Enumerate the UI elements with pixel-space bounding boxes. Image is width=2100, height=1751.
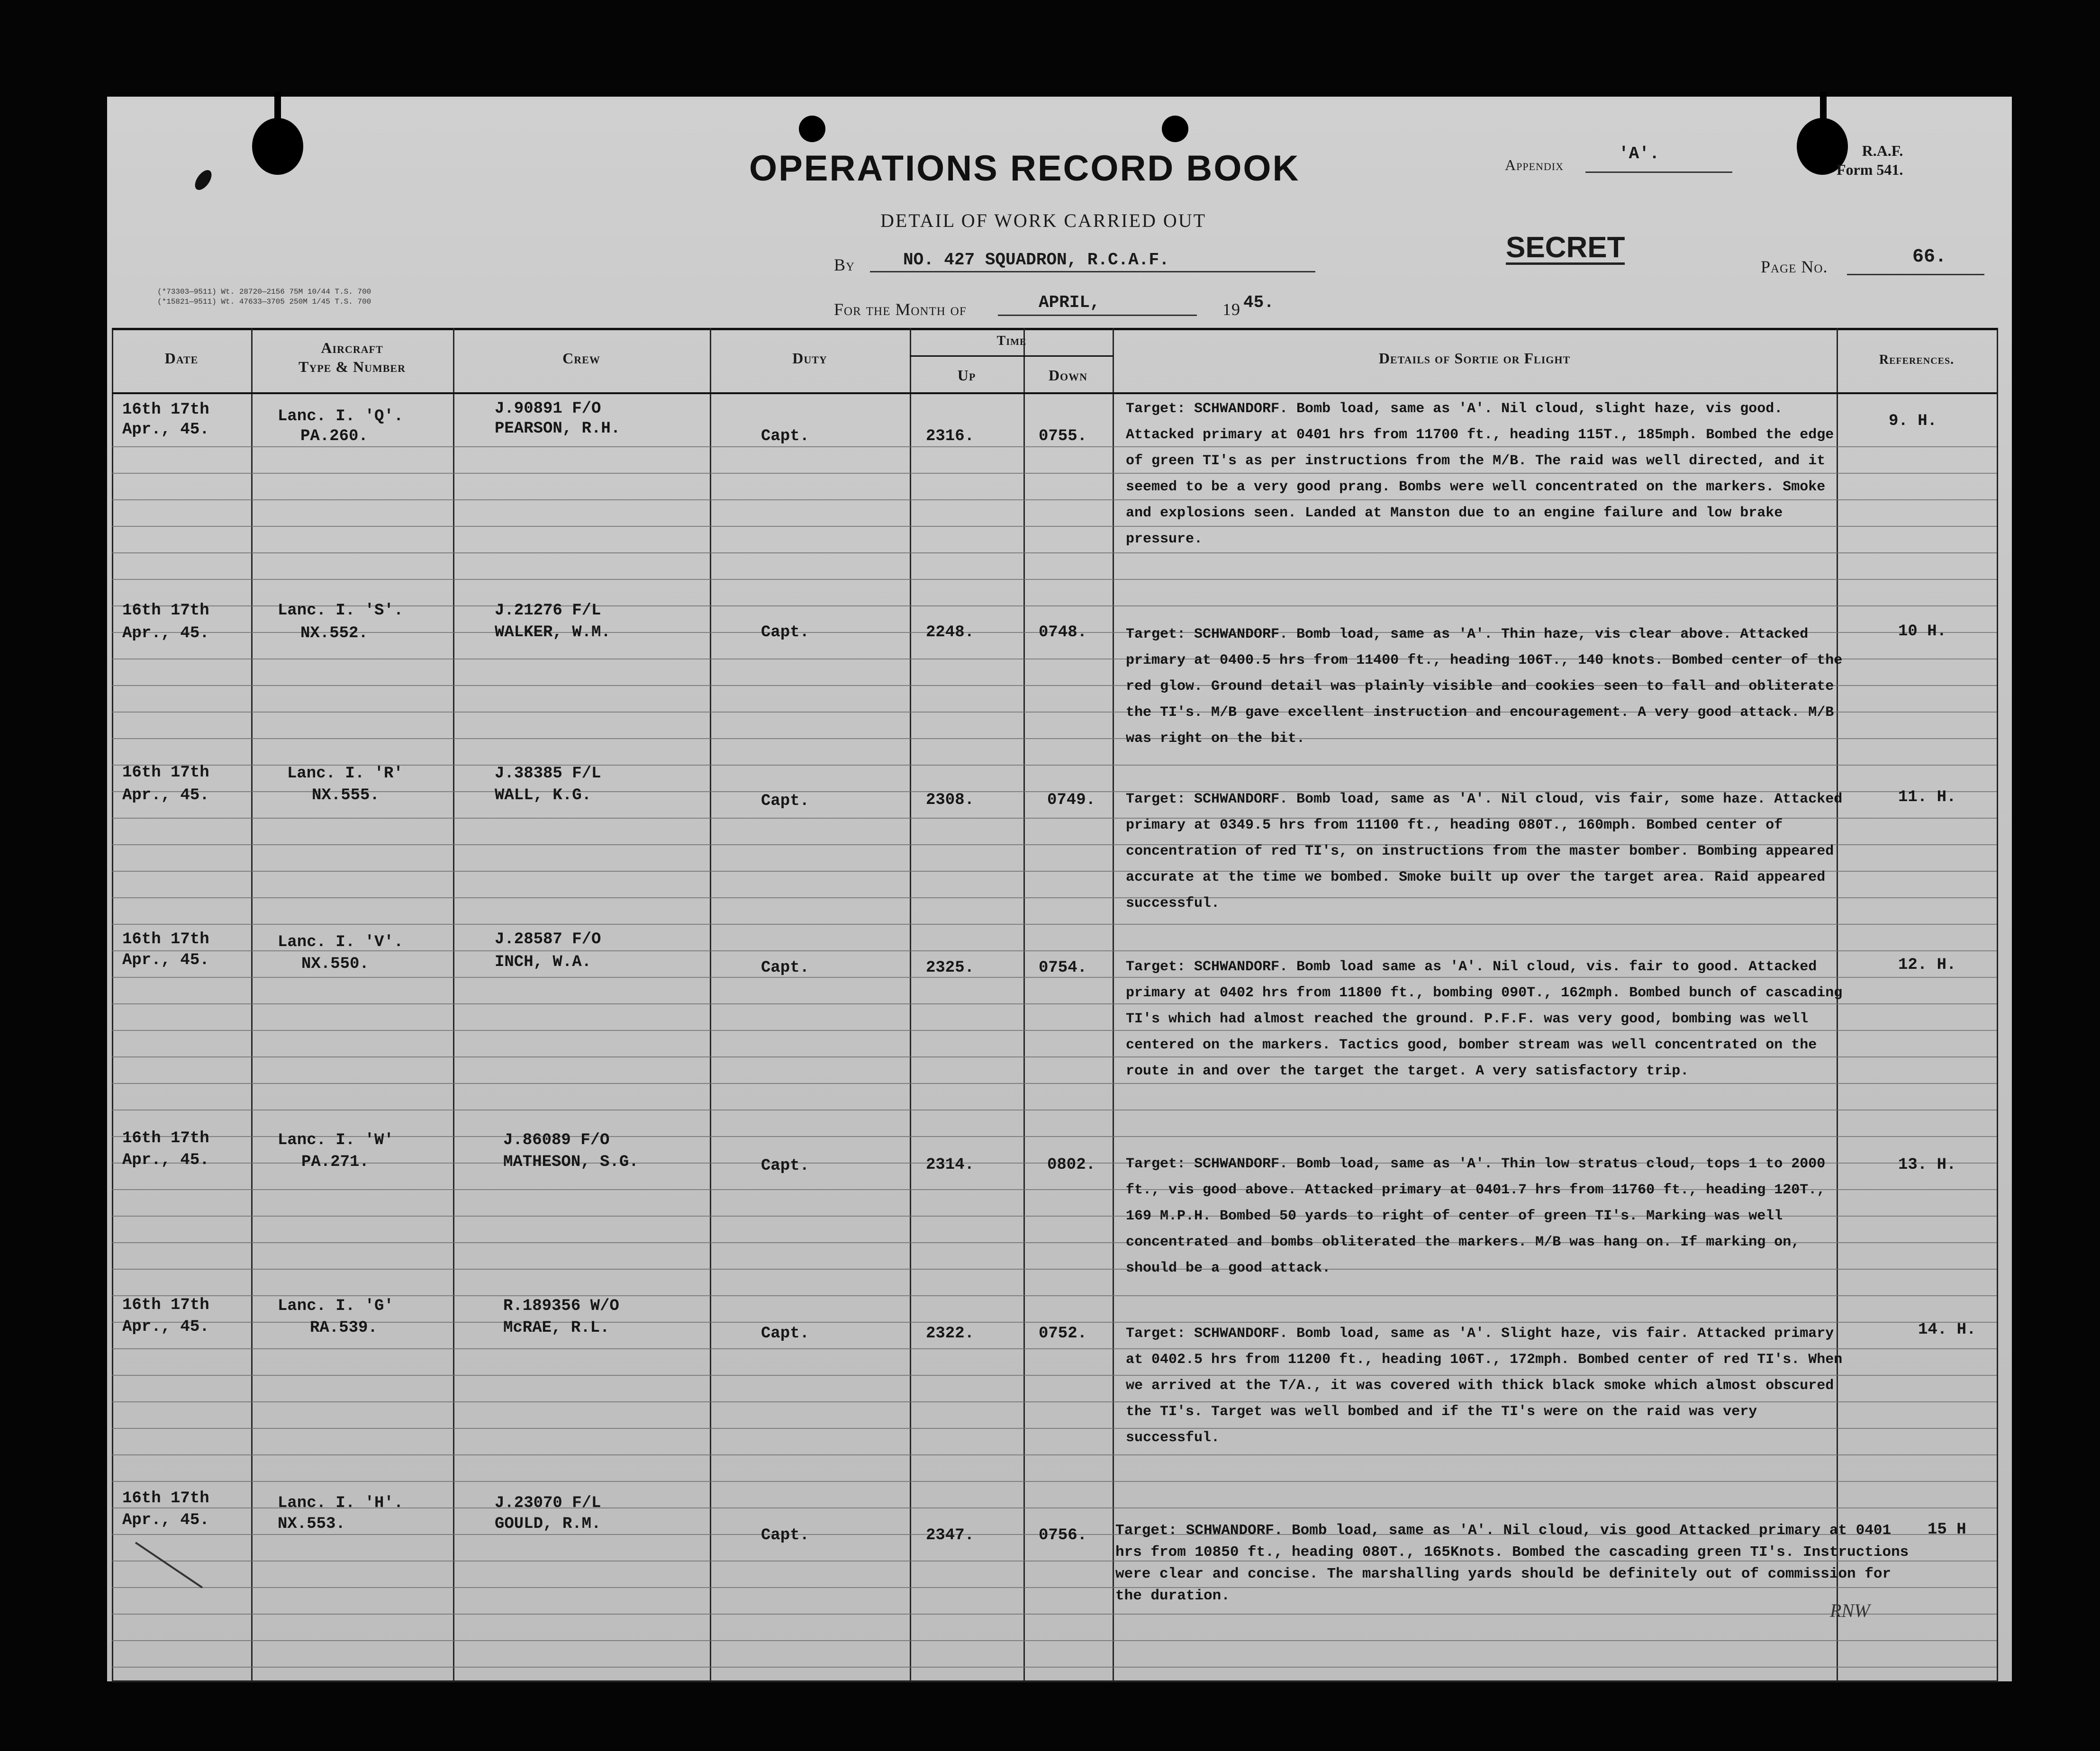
entry-date-line2: Apr., 45. <box>122 1318 209 1336</box>
ruled-line <box>112 1614 1997 1615</box>
squadron-underline <box>870 271 1315 272</box>
form-reference <box>1837 141 1903 179</box>
ruled-line <box>112 1481 1997 1482</box>
entry-time-down: 0754. <box>1039 959 1087 977</box>
entry-crew-name: McRAE, R.L. <box>503 1319 610 1337</box>
entry-aircraft-number: NX.555. <box>312 786 380 804</box>
squadron-value: NO. 427 SQUADRON, R.C.A.F. <box>903 250 1169 270</box>
col-header-references: References. <box>1879 352 1955 367</box>
appendix-underline <box>1585 171 1732 173</box>
ruled-line <box>112 1295 1997 1296</box>
print-code-line2: (*15821—9511) Wt. 47633—3705 250M 1/45 T.S. 700 <box>157 297 371 306</box>
ruled-line <box>112 552 1997 553</box>
initials-signature: RNW <box>1830 1600 1870 1621</box>
entry-date-line2: Apr., 45. <box>122 951 209 969</box>
entry-aircraft-type: Lanc. I. 'R' <box>287 765 403 783</box>
print-code-line1: (*73303—9511) Wt. 28720—2156 75M 10/44 T.S. 700 <box>157 288 371 296</box>
entry-details: Target: SCHWANDORF. Bomb load, same as 'A'. Slight haze, vis fair. Attacked primary at 0402.5 hrs from 11200 ft., heading 106T., 172mph. Bombed center of red TI's. When we arrived at the T/A., it was covered with thick black smoke which almost obscured the TI's. Target was well bombed and if the TI's were on the raid was very successful. <box>1126 1326 1843 1446</box>
entry-time-up: 2316. <box>926 427 975 445</box>
page-number-underline <box>1847 274 1984 275</box>
entry-time-down: 0748. <box>1039 623 1087 641</box>
appendix-value: 'A'. <box>1619 144 1660 163</box>
entry-details: Target: SCHWANDORF. Bomb load same as 'A'. Nil cloud, vis. fair to good. Attacked primary at 0402 hrs from 11800 ft., bombing 090T., 162mph. Bombed bunch of cascading TI's which had almost reached the ground. P.F.F. was very good, bombing was well centered on the markers. Tactics good, bomber stream was well concentrated on the route in and over the target the target. A very satisfactory trip. <box>1126 959 1843 1079</box>
entry-time-down: 0755. <box>1039 427 1087 445</box>
entry-aircraft-type: Lanc. I. 'W' <box>278 1131 394 1149</box>
entry-crew-name: WALKER, W.M. <box>495 623 611 641</box>
page-subtitle: DETAIL OF WORK CARRIED OUT <box>880 210 1207 231</box>
ruled-line <box>112 579 1997 580</box>
binder-hole-left <box>252 118 303 175</box>
entry-time-up: 2248. <box>926 623 975 641</box>
secret-stamp: SECRET <box>1506 231 1625 264</box>
entry-date-line2: Apr., 45. <box>122 786 209 804</box>
month-value: APRIL, <box>1039 293 1100 312</box>
col-header-time: Time <box>996 334 1027 348</box>
print-code <box>157 287 371 307</box>
entry-date-line1: 16th 17th <box>122 930 209 948</box>
entry-date-line1: 16th 17th <box>122 1129 209 1147</box>
entry-reference: 14. H. <box>1918 1321 1976 1339</box>
entry-crew-name: PEARSON, R.H. <box>495 420 621 438</box>
col-header-details: Details of Sortie or Flight <box>1378 350 1571 367</box>
entry-duty: Capt. <box>761 1526 810 1544</box>
entry-date-line1: 16th 17th <box>122 401 209 419</box>
entry-time-down: 0752. <box>1039 1325 1087 1343</box>
entry-details: Target: SCHWANDORF. Bomb load, same as 'A'. Nil cloud, vis good Attacked primary at 0401 hrs from 10850 ft., heading 080T., 165Knots. Bombed the cascading green TI's. Instructions were clear and concise. The marshalling yards should be definitely out of commission for the duration. <box>1115 1522 1909 1604</box>
header-bottom-rule <box>112 392 1997 394</box>
month-label: For the Month of <box>834 300 967 319</box>
month-underline <box>998 315 1197 316</box>
entry-aircraft-number: NX.552. <box>300 624 368 642</box>
entry-aircraft-type: Lanc. I. 'Q'. <box>278 407 404 425</box>
entry-date-line1: 16th 17th <box>122 1296 209 1314</box>
entry-crew-number: J.28587 F/O <box>495 930 601 948</box>
year-value: 45. <box>1243 293 1274 312</box>
ruled-line <box>112 1136 1997 1137</box>
entry-time-down: 0802. <box>1047 1156 1096 1174</box>
entry-date-line2: Apr., 45. <box>122 421 209 439</box>
entry-reference: 10 H. <box>1898 623 1947 641</box>
entry-aircraft-type: Lanc. I. 'S'. <box>278 602 404 620</box>
entry-date-line1: 16th 17th <box>122 602 209 620</box>
entry-time-down: 0749. <box>1047 791 1096 809</box>
col-header-aircraft <box>251 338 453 376</box>
entry-reference: 13. H. <box>1898 1156 1956 1174</box>
col-header-crew: Crew <box>562 350 600 367</box>
form-reference-line2: Form 541. <box>1837 161 1903 178</box>
time-subheader-rule <box>910 355 1113 357</box>
entry-aircraft-number: NX.553. <box>278 1515 345 1533</box>
entry-crew-number: J.21276 F/L <box>495 602 601 620</box>
col-header-duty: Duty <box>792 350 827 367</box>
entry-date-line1: 16th 17th <box>122 1489 209 1507</box>
binder-hole-mid-right <box>1162 116 1188 142</box>
entry-details: Target: SCHWANDORF. Bomb load, same as 'A'. Thin low stratus cloud, tops 1 to 2000 ft., vis good above. Attacked primary at 0401.7 hrs from 11760 ft., heading 120T., 169 M.P.H. Bombed 50 yards to right of center of green TI's. Marking was well concentrated and bombs obliterated the markers. M/B was hang on. If marking on, should be a good attack. <box>1126 1156 1826 1276</box>
page-number-label: Page No. <box>1761 257 1828 276</box>
entry-duty: Capt. <box>761 427 810 445</box>
entry-crew-name: MATHESON, S.G. <box>503 1153 639 1171</box>
entry-date-line2: Apr., 45. <box>122 1511 209 1529</box>
ruled-line <box>112 1640 1997 1641</box>
entry-details: Target: SCHWANDORF. Bomb load, same as 'A'. Thin haze, vis clear above. Attacked primary at 0400.5 hrs from 11400 ft., heading 106T., 140 knots. Bombed center of the red glow. Ground detail was plainly visible and cookies seen to fall and obliterate the TI's. M/B gave excellent instruction and encouragement. A very good attack. M/B was right on the bit. <box>1126 626 1843 747</box>
entry-reference: 11. H. <box>1898 788 1956 806</box>
ruled-line <box>112 924 1997 925</box>
entry-aircraft-type: Lanc. I. 'G' <box>278 1297 394 1315</box>
entry-reference: 9. H. <box>1889 412 1937 430</box>
appendix-label: Appendix <box>1505 156 1564 173</box>
ruled-line <box>112 1454 1997 1455</box>
entry-reference: 12. H. <box>1898 956 1956 974</box>
entry-date-line2: Apr., 45. <box>122 624 209 642</box>
entry-aircraft-number: PA.271. <box>301 1153 369 1171</box>
form-reference-line1: R.A.F. <box>1862 142 1903 159</box>
col-header-aircraft-line2: Type & Number <box>299 358 406 375</box>
ink-mark <box>192 167 215 193</box>
entry-crew-name: GOULD, R.M. <box>495 1515 601 1533</box>
entry-duty: Capt. <box>761 959 810 977</box>
col-header-up: Up <box>957 367 976 384</box>
entry-details: Target: SCHWANDORF. Bomb load, same as 'A'. Nil cloud, vis fair, some haze. Attacked primary at 0349.5 hrs from 11100 ft., heading 080T., 160mph. Bombed center of concentration of red TI's, on instructions from the master bomber. Bombing appeared accurate at the time we bombed. Smoke built up over the target area. Raid appeared successful. <box>1126 791 1843 912</box>
entry-date-line1: 16th 17th <box>122 764 209 782</box>
entry-time-up: 2325. <box>926 959 975 977</box>
col-header-aircraft-line1: Aircraft <box>321 339 383 356</box>
entry-crew-name: WALL, K.G. <box>495 786 592 804</box>
year-prefix: 19 <box>1222 300 1240 319</box>
page-number-value: 66. <box>1912 246 1947 268</box>
entry-aircraft-number: PA.260. <box>300 427 368 445</box>
col-header-down: Down <box>1048 367 1088 384</box>
entry-time-up: 2314. <box>926 1156 975 1174</box>
page-title: OPERATIONS RECORD BOOK <box>749 148 1300 189</box>
entry-time-up: 2308. <box>926 791 975 809</box>
entry-date-line2: Apr., 45. <box>122 1151 209 1169</box>
binder-hole-mid-left <box>799 116 825 142</box>
entry-aircraft-type: Lanc. I. 'V'. <box>278 933 404 951</box>
entry-duty: Capt. <box>761 1325 810 1343</box>
entry-duty: Capt. <box>761 792 810 810</box>
entry-crew-number: J.90891 F/O <box>495 400 601 418</box>
ruled-line <box>112 1667 1997 1668</box>
entry-time-up: 2322. <box>926 1325 975 1343</box>
entry-duty: Capt. <box>761 1157 810 1175</box>
record-sheet <box>107 97 2012 1681</box>
entry-crew-number: J.38385 F/L <box>495 765 601 783</box>
entry-crew-name: INCH, W.A. <box>495 953 592 971</box>
entry-reference: 15 H <box>1928 1521 1966 1539</box>
entry-time-down: 0756. <box>1039 1526 1087 1544</box>
entry-crew-number: J.86089 F/O <box>503 1131 610 1149</box>
entry-crew-number: R.189356 W/O <box>503 1297 619 1315</box>
entry-aircraft-number: NX.550. <box>301 955 369 973</box>
entry-time-up: 2347. <box>926 1526 975 1544</box>
entry-details: Target: SCHWANDORF. Bomb load, same as 'A'. Nil cloud, slight haze, vis good. Attacked primary at 0401 hrs from 11700 ft., heading 115T., 185mph. Bombed the edge of green TI's as per instructions from the M/B. The raid was well directed, and it seemed to be a very good prang. Bombs were well concentrated on the markers. Smoke and explosions seen. Landed at Manston due to an engine failure and low brake pressure. <box>1126 401 1834 547</box>
entry-duty: Capt. <box>761 623 810 641</box>
col-header-date: Date <box>164 350 199 367</box>
by-label: By <box>834 255 855 274</box>
entry-aircraft-type: Lanc. I. 'H'. <box>278 1494 404 1512</box>
entry-aircraft-number: RA.539. <box>310 1319 378 1337</box>
entry-crew-number: J.23070 F/L <box>495 1494 601 1512</box>
